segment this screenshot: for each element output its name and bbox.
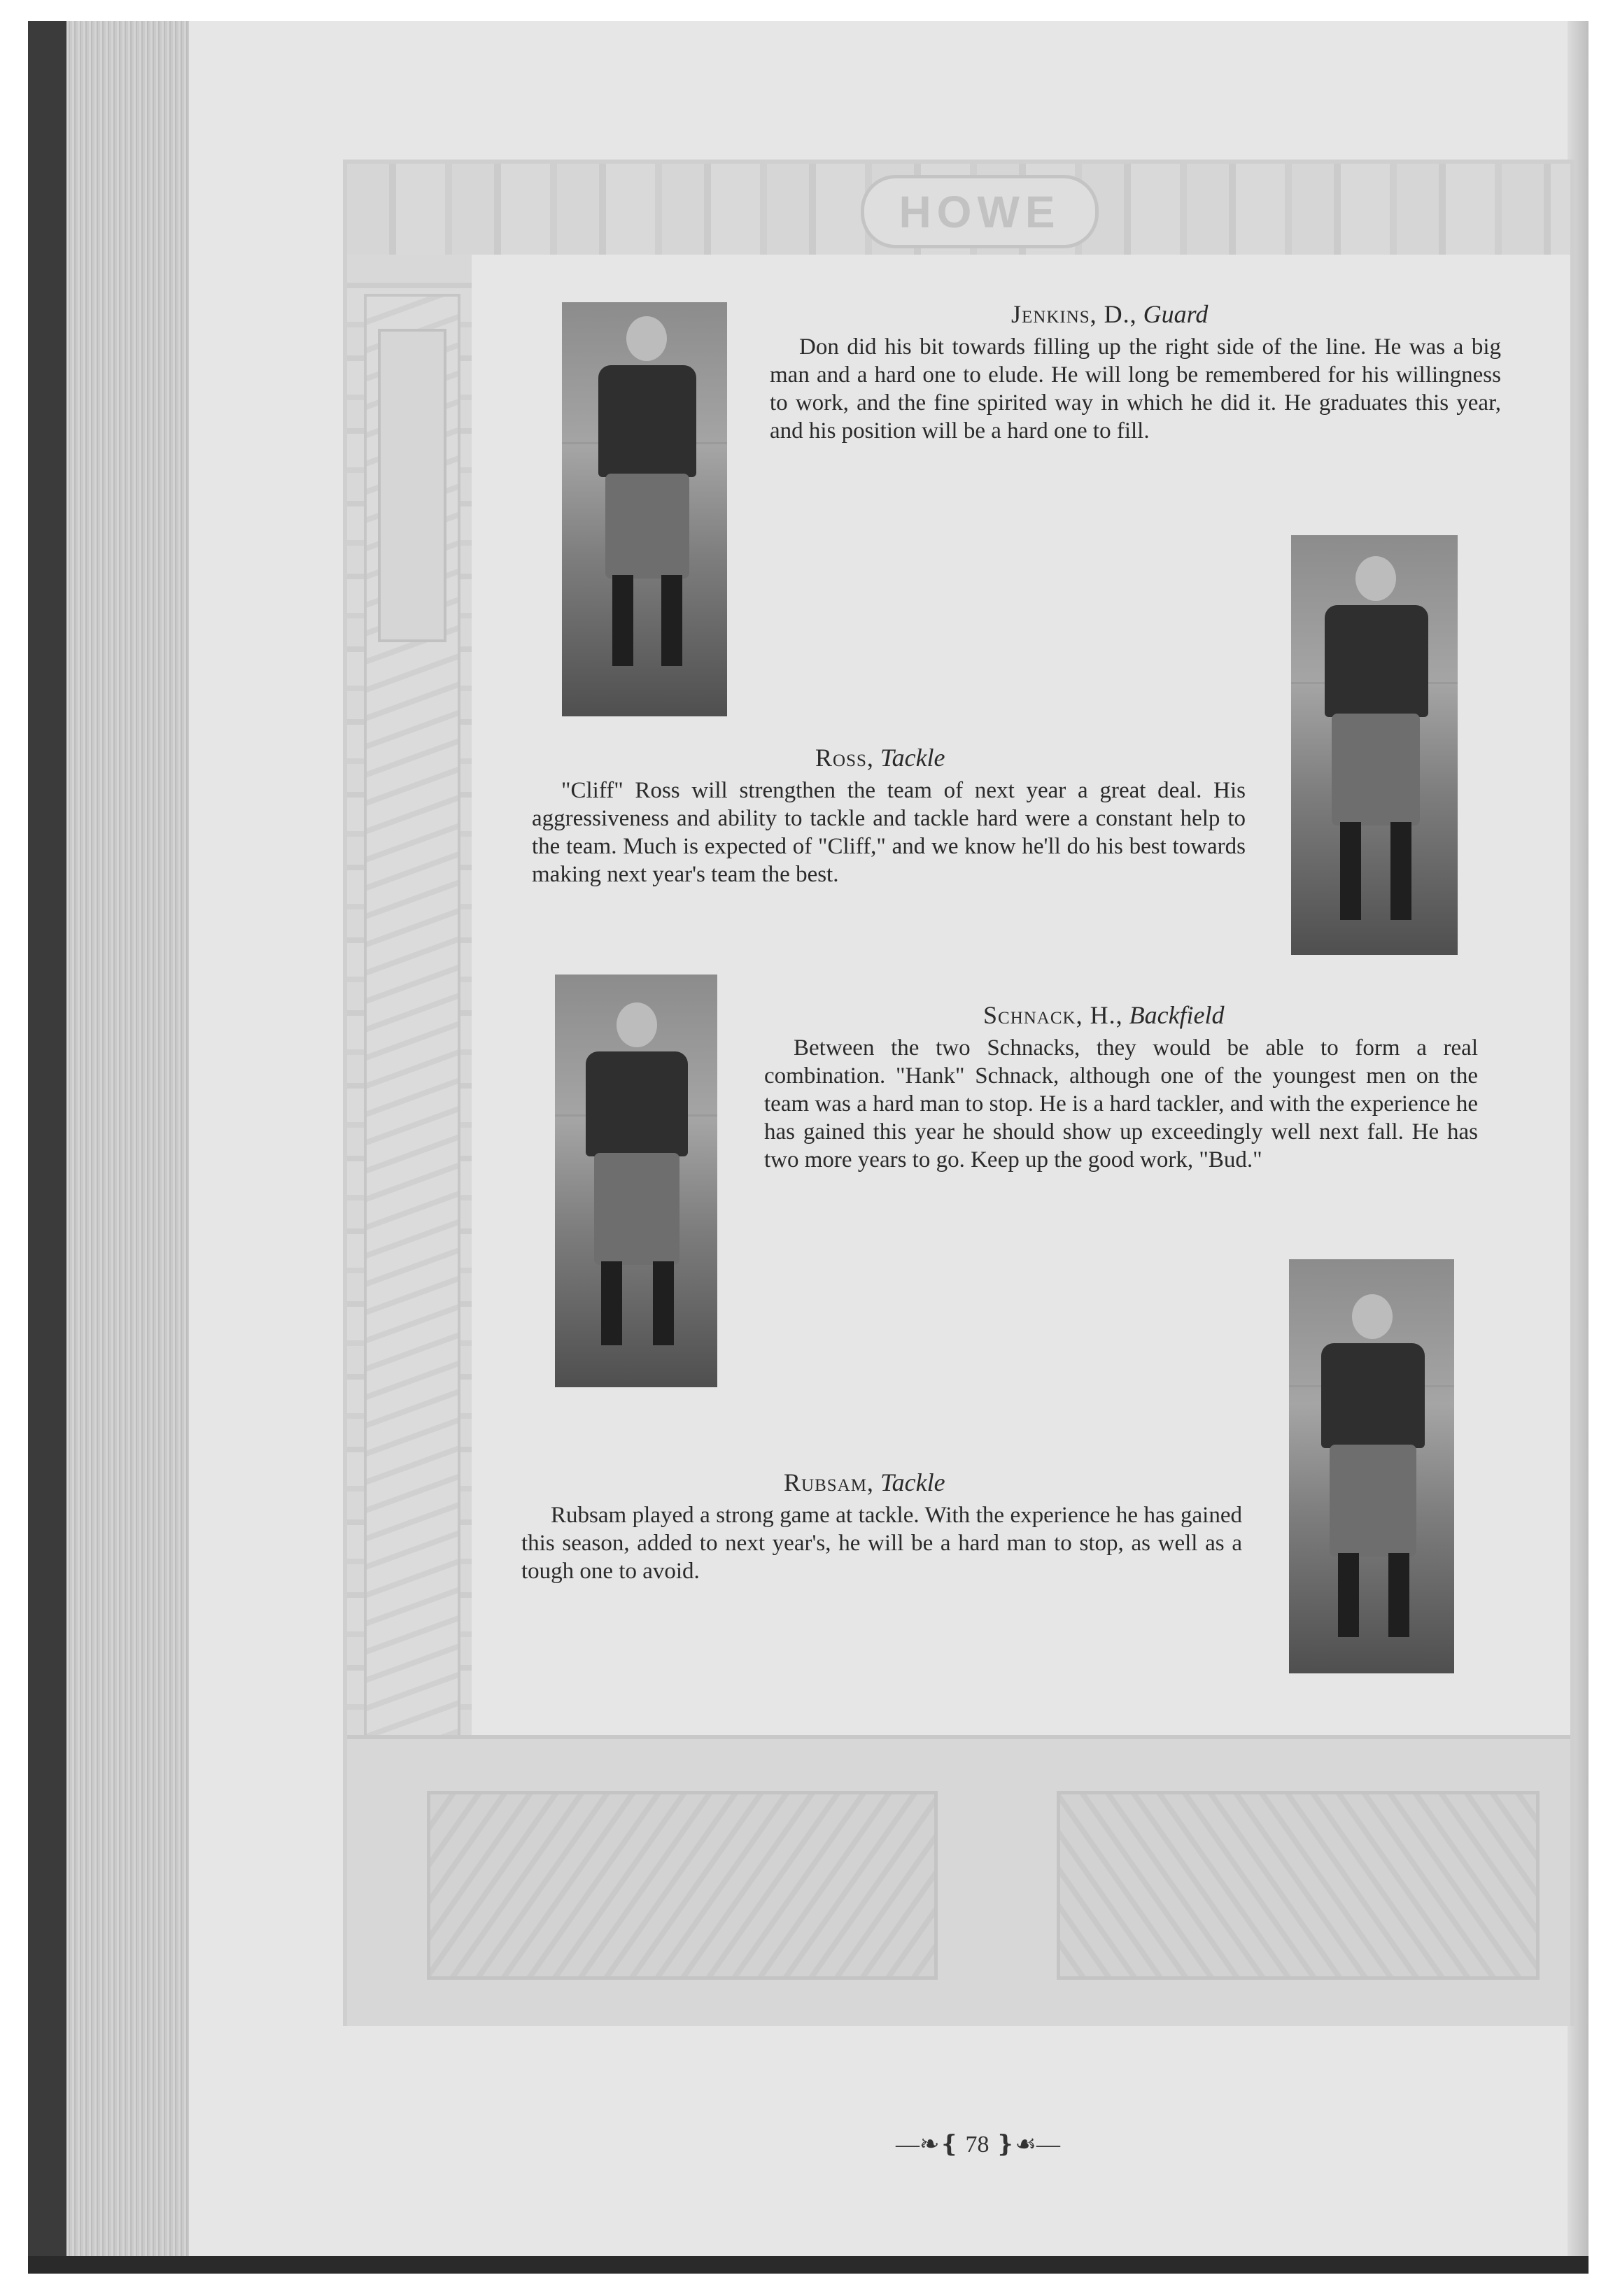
- player-photo-schnack: [555, 975, 717, 1387]
- player-sock-left: [601, 1261, 622, 1345]
- player-position: Guard: [1143, 300, 1209, 328]
- entry-text-jenkins: Don did his bit towards filling up the right side of the line. He was a big man and a hard one to elude. He will long be remembered for his willingness to work, and the fine spirited way in which he did it. He graduates this year, and his position will be a hard one to fill.: [770, 334, 1501, 444]
- player-jersey: [1321, 1343, 1425, 1448]
- player-position: Backfield: [1129, 1001, 1225, 1029]
- player-jersey: [1325, 605, 1428, 717]
- player-head: [626, 316, 667, 361]
- player-pants: [605, 474, 689, 579]
- page-number-value: 78: [965, 2132, 989, 2157]
- player-position: Tackle: [880, 744, 945, 772]
- player-name: Jenkins, D.,: [1011, 300, 1137, 328]
- player-photo-rubsam: [1289, 1259, 1454, 1673]
- player-photo-jenkins: [562, 302, 727, 716]
- player-sock-right: [1388, 1553, 1409, 1637]
- player-sock-right: [661, 575, 682, 666]
- player-name: Ross,: [815, 744, 874, 772]
- player-head: [1355, 556, 1396, 601]
- player-name: Rubsam,: [784, 1468, 874, 1496]
- player-position: Tackle: [880, 1468, 945, 1496]
- building-illustration: [1057, 1791, 1540, 1980]
- book-bottom-edge: [28, 2256, 1589, 2274]
- page-number-ornament-right: ❵☙—: [989, 2132, 1060, 2157]
- player-head: [617, 1002, 657, 1047]
- player-name: Schnack, H.,: [983, 1001, 1123, 1029]
- player-sock-left: [1340, 822, 1361, 920]
- player-sock-left: [1338, 1553, 1359, 1637]
- page-number-ornament-left: —❧❴: [896, 2132, 966, 2157]
- entry-text-rubsam: Rubsam played a strong game at tackle. With the experience he has gained this season, added to next year's, he will be a hard man to stop, as well as a tough one to avoid.: [521, 1503, 1242, 1584]
- entry-title-rubsam: [784, 1468, 945, 1497]
- entry-title-ross: [815, 743, 945, 772]
- player-photo-ross: [1291, 535, 1458, 955]
- player-pants: [594, 1153, 679, 1265]
- player-pants: [1330, 1445, 1416, 1557]
- player-sock-right: [653, 1261, 674, 1345]
- page-number: [896, 2130, 1060, 2158]
- entry-title-jenkins: [1011, 299, 1208, 329]
- player-sock-left: [612, 575, 633, 666]
- player-jersey: [586, 1051, 688, 1156]
- player-sock-right: [1390, 822, 1411, 920]
- entry-title-schnack: [983, 1000, 1225, 1030]
- entry-text-ross: "Cliff" Ross will strengthen the team of next year a great deal. His aggressiveness and ability to tackle and tackle hard were a constant help to the team. Much is expected of "Cliff," and we know he'll do his best towards making next year's team the best.: [532, 778, 1246, 887]
- cannon-illustration: [427, 1791, 938, 1980]
- page-edges: [66, 21, 196, 2256]
- crest-emblem: [378, 329, 446, 642]
- player-head: [1352, 1294, 1393, 1339]
- entry-text-schnack: Between the two Schnacks, they would be able to form a real combination. "Hank" Schnack, although one of the youngest men on the team was a hard man to stop. He is a hard tackler, and with the experience he has gained this year he should show up exceedingly well next fall. He has two more years to go. Keep up the good work, "Bud.": [764, 1035, 1478, 1172]
- frame-title-howe: HOWE: [861, 175, 1099, 248]
- player-pants: [1332, 714, 1420, 825]
- player-jersey: [598, 365, 696, 477]
